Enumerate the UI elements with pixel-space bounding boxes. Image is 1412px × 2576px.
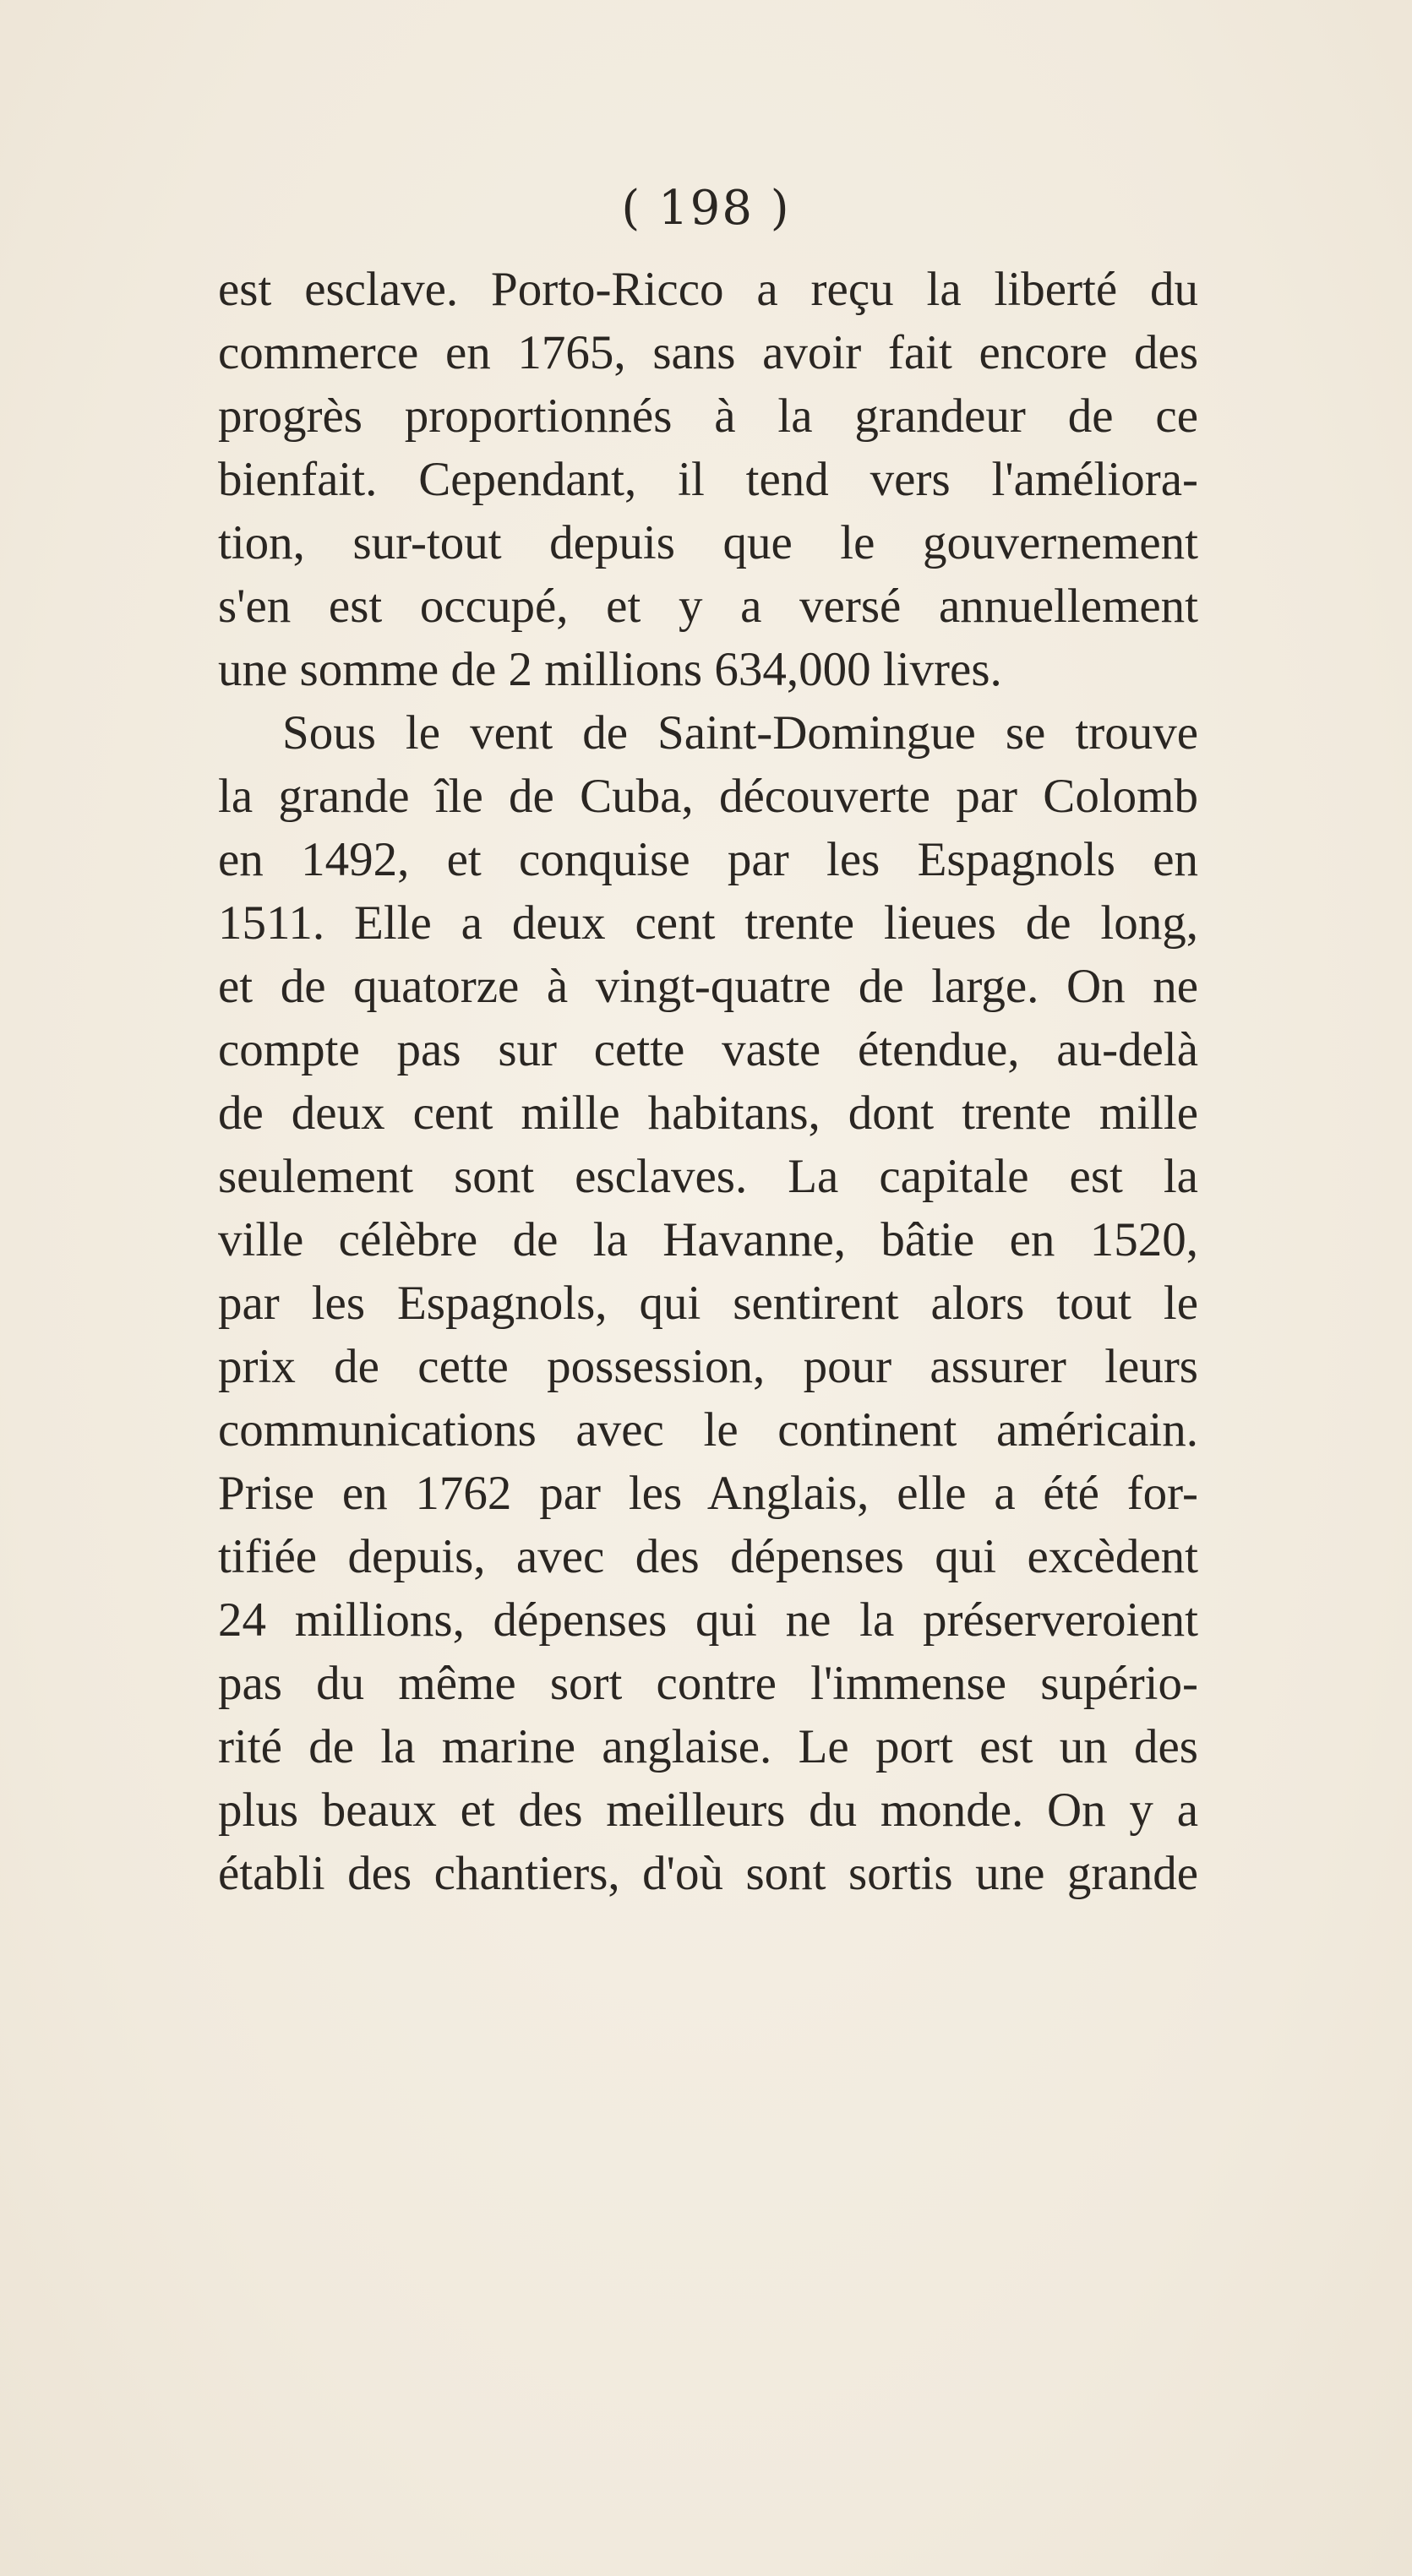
text-line: plus beaux et des meilleurs du monde. On y a xyxy=(218,1784,1198,1837)
body-text xyxy=(218,258,1198,1905)
text-line: progrès proportionnés à la grandeur de ce xyxy=(218,389,1198,443)
page-number: ( 198 ) xyxy=(621,181,791,236)
text-line: 24 millions, dépenses qui ne la préserveroient xyxy=(218,1593,1198,1647)
text-line: compte pas sur cette vaste étendue, au-delà xyxy=(218,1023,1198,1076)
text-line: établi des chantiers, d'où sont sortis une grande xyxy=(218,1847,1198,1900)
text-line: s'en est occupé, et y a versé annuellement xyxy=(218,580,1198,633)
text-line: 1511. Elle a deux cent trente lieues de long, xyxy=(218,896,1198,950)
text-line: de deux cent mille habitans, dont trente mille xyxy=(218,1086,1198,1140)
text-line: communications avec le continent américain. xyxy=(218,1403,1198,1457)
text-line: tifiée depuis, avec des dépenses qui excèdent xyxy=(218,1530,1198,1583)
text-line: seulement sont esclaves. La capitale est la xyxy=(218,1150,1198,1203)
text-line: bienfait. Cependant, il tend vers l'améliora- xyxy=(218,453,1198,506)
text-line: rité de la marine anglaise. Le port est un des xyxy=(218,1720,1198,1773)
text-line: en 1492, et conquise par les Espagnols en xyxy=(218,833,1198,886)
paragraph-start-line: Sous le vent de Saint-Domingue se trouve xyxy=(282,706,1198,760)
text-line: ville célèbre de la Havanne, bâtie en 1520, xyxy=(218,1213,1198,1266)
text-line: tion, sur-tout depuis que le gouvernement xyxy=(218,516,1198,569)
text-line: par les Espagnols, qui sentirent alors tout le xyxy=(218,1277,1198,1330)
text-line: pas du même sort contre l'immense supério- xyxy=(218,1657,1198,1710)
text-line: commerce en 1765, sans avoir fait encore des xyxy=(218,326,1198,379)
text-line: et de quatorze à vingt-quatre de large. On ne xyxy=(218,960,1198,1013)
text-line: prix de cette possession, pour assurer leurs xyxy=(218,1340,1198,1393)
text-line: la grande île de Cuba, découverte par Colomb xyxy=(218,770,1198,823)
text-line: est esclave. Porto-Ricco a reçu la liberté du xyxy=(218,263,1198,316)
text-line: une somme de 2 millions 634,000 livres. xyxy=(218,643,1002,696)
text-line: Prise en 1762 par les Anglais, elle a été for- xyxy=(218,1467,1198,1520)
